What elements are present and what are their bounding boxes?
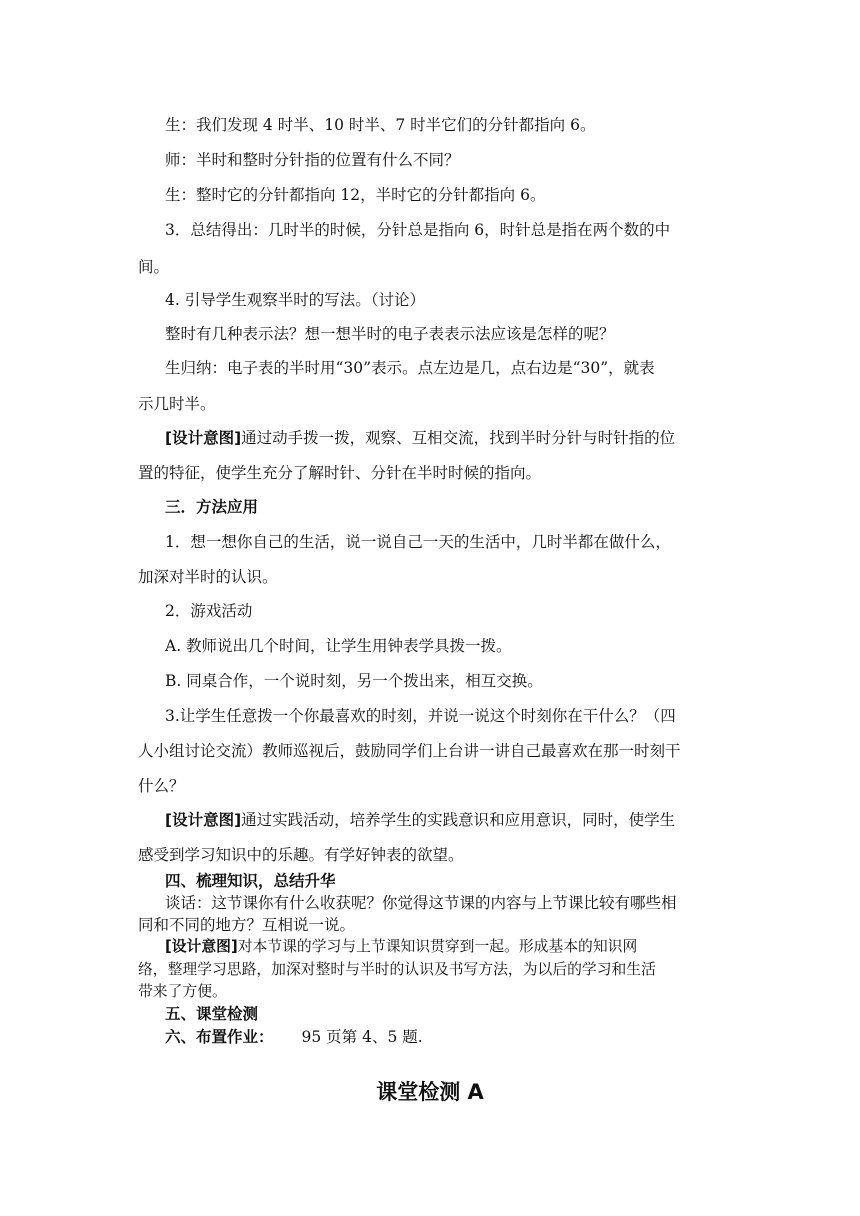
page-title: 课堂检测 A	[376, 1080, 484, 1104]
paragraph-line: 络，整理学习思路，加深对整时与半时的认识及书写方法，为以后的学习和生活	[138, 961, 656, 978]
paragraph-line: 3.让学生任意拨一个你最喜欢的时刻，并说一说这个时刻你在干什么？（四	[165, 707, 676, 725]
design-intent-line	[165, 810, 675, 830]
paragraph-line: 2．游戏活动	[165, 602, 253, 620]
paragraph-line: 生：整时它的分针都指向 12，半时它的分针都指向 6。	[165, 186, 546, 204]
section-heading: 六、布置作业：	[165, 1028, 274, 1046]
design-intent-label: [设计意图]	[165, 811, 242, 829]
paragraph-line: 生：我们发现 4 时半、10 时半、7 时半它们的分针都指向 6。	[165, 116, 596, 134]
paragraph-line: 谈话：这节课你有什么收获呢？你觉得这节课的内容与上节课比较有哪些相	[165, 894, 677, 912]
paragraph-line: 3．总结得出：几时半的时候，分针总是指向 6，时针总是指在两个数的中	[165, 221, 671, 239]
paragraph-line: 间。	[138, 258, 170, 276]
paragraph-line: 带来了方便。	[138, 983, 227, 1000]
design-intent-label: [设计意图]	[165, 429, 242, 447]
paragraph-line: 整时有几种表示法？想一想半时的电子表表示法应该是怎样的呢？	[165, 325, 615, 343]
paragraph-line: 什么？	[138, 777, 185, 795]
list-item: B. 同桌合作，一个说时刻，另一个拨出来，相互交换。	[165, 672, 543, 690]
design-intent-line	[165, 428, 675, 448]
paragraph-line: 感受到学习知识中的乐趣。有学好钟表的欲望。	[138, 846, 464, 864]
paragraph-line: 生归纳：电子表的半时用“30”表示。点左边是几，点右边是“30”，就表	[165, 359, 655, 377]
homework-line	[165, 1027, 423, 1047]
list-item: A. 教师说出几个时间，让学生用钟表学具拨一拨。	[165, 637, 512, 655]
design-intent-text: 通过实践活动，培养学生的实践意识和应用意识，同时，使学生	[241, 811, 676, 829]
section-heading: 四、梳理知识，总结升华	[165, 872, 336, 890]
design-intent-line	[165, 937, 637, 957]
design-intent-text: 对本节课的学习与上节课知识贯穿到一起。形成基本的知识网	[237, 938, 638, 955]
paragraph-line: 师：半时和整时分针指的位置有什么不同？	[165, 151, 460, 169]
homework-text: 95 页第 4、5 题.	[301, 1028, 423, 1046]
paragraph-line: 1．想一想你自己的生活，说一说自己一天的生活中，几时半都在做什么，	[165, 533, 671, 551]
paragraph-line: 4. 引导学生观察半时的写法。（讨论）	[165, 291, 425, 309]
paragraph-line: 人小组讨论交流）教师巡视后，鼓励同学们上台讲一讲自己最喜欢在那一时刻干	[138, 742, 681, 760]
paragraph-line: 示几时半。	[138, 395, 216, 413]
paragraph-line: 加深对半时的认识。	[138, 568, 278, 586]
section-heading: 三．方法应用	[165, 498, 259, 516]
design-intent-text: 通过动手拨一拨，观察、互相交流，找到半时分针与时针指的位	[241, 429, 676, 447]
paragraph-line: 同和不同的地方？互相说一说。	[138, 916, 356, 934]
design-intent-label: [设计意图]	[165, 938, 238, 955]
paragraph-line: 置的特征，使学生充分了解时针、分针在半时时候的指向。	[138, 464, 542, 482]
section-heading: 五、课堂检测	[165, 1005, 259, 1023]
